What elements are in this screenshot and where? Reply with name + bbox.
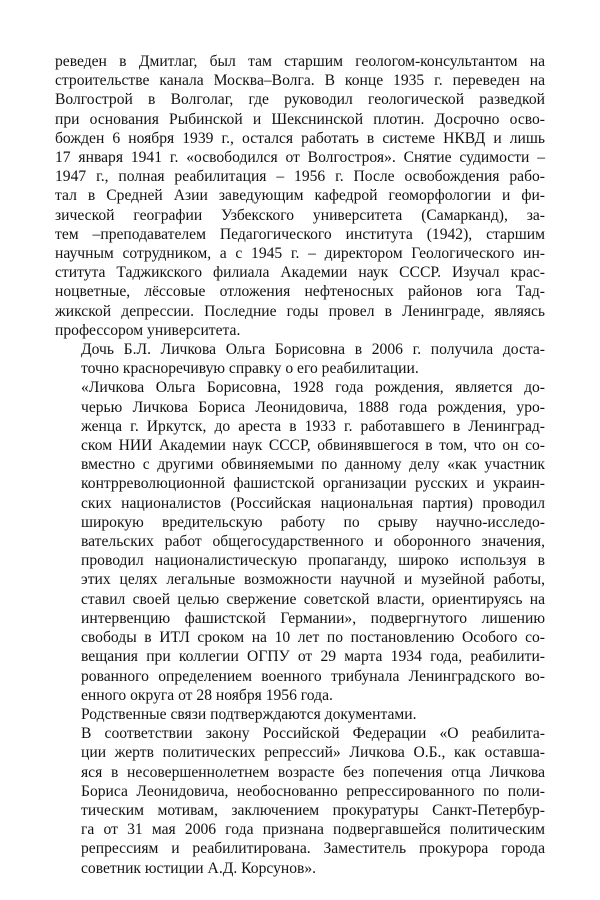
text-line: «Личкова Ольга Борисовна, 1928 года рождения, является до- xyxy=(81,379,545,397)
text-line: рованного определением военного трибунала Ленинградского во- xyxy=(81,667,545,685)
paragraph-1 xyxy=(55,52,545,340)
paragraph-2 xyxy=(55,340,545,378)
text-line: вательских работ общегосударственного и оборонного значения, xyxy=(81,533,545,551)
text-line: ститута Таджикского филиала Академии наук СССР. Изучал крас- xyxy=(55,264,545,282)
text-line: широкую вредительскую работу по срыву научно-исследо- xyxy=(81,513,545,531)
paragraph-5 xyxy=(55,724,545,878)
text-line: тал в Средней Азии заведующим кафедрой геоморфологии и фи- xyxy=(55,187,545,205)
text-line: жикской депрессии. Последние годы провел в Ленинграде, являясь xyxy=(55,302,545,320)
text-line: В соответствии закону Российской Федерации «О реабилита- xyxy=(81,725,545,743)
text-line: Бориса Леонидовича, необоснованно репрессированного по поли- xyxy=(81,782,545,800)
text-line: интервенцию фашистской Германии», подвергнутого лишению xyxy=(81,609,545,627)
text-line: ноцветные, лёссовые отложения нефтеносных районов юга Тад- xyxy=(55,283,545,301)
text-line: свободы в ИТЛ сроком на 10 лет по постановлению Особого со- xyxy=(81,629,545,647)
text-line: Родственные связи подтверждаются документами. xyxy=(81,705,417,723)
text-line: черью Личкова Бориса Леонидовича, 1888 года рождения, уро- xyxy=(81,398,545,416)
text-line: проводил националистическую пропаганду, широко используя в xyxy=(81,552,545,570)
paragraph-3 xyxy=(55,378,545,704)
text-line: ских националистов (Российская национальная партия) проводил xyxy=(81,494,545,512)
paragraph-4 xyxy=(55,705,545,724)
text-line: енного округа от 28 ноября 1956 года. xyxy=(81,686,333,704)
text-line: при основания Рыбинской и Шекснинской плотин. Досрочно осво- xyxy=(55,110,545,128)
text-line: контрреволюционной фашистской организации русских и украин- xyxy=(81,475,545,493)
text-line: ском НИИ Академии наук СССР, обвинявшегося в том, что он со- xyxy=(81,437,545,455)
text-line: вещания при коллегии ОГПУ от 29 марта 1934 года, реабилити- xyxy=(81,648,545,666)
text-line: точно красноречивую справку о его реабилитации. xyxy=(81,360,419,378)
text-line: научным сотрудником, а с 1945 г. – директором Геологического ин- xyxy=(55,245,545,263)
text-line: женца г. Иркутск, до ареста в 1933 г. работавшего в Ленинград- xyxy=(81,417,545,435)
text-line: Волгострой в Волголаг, где руководил геологической разведкой xyxy=(55,91,545,109)
text-line: советник юстиции А.Д. Корсунов». xyxy=(81,859,317,877)
text-line: божден 6 ноября 1939 г., остался работать в системе НКВД и лишь xyxy=(55,129,545,147)
text-line: 1947 г., полная реабилитация – 1956 г. После освобождения рабо- xyxy=(55,168,545,186)
text-line: профессором университета. xyxy=(55,321,241,339)
text-line: ставил своей целью свержение советской власти, ориентируясь на xyxy=(81,590,545,608)
text-line: реведен в Дмитлаг, был там старшим геологом-консультантом на xyxy=(55,53,545,70)
text-line: вместно с другими обвиняемыми по данному делу «как участник xyxy=(81,456,545,474)
text-line: ции жертв политических репрессий» Личкова О.Б., как оставша- xyxy=(81,744,545,762)
document-page xyxy=(55,52,545,878)
text-line: 17 января 1941 г. «освободился от Волгостроя». Снятие судимости – xyxy=(55,149,545,167)
text-line: тем –преподавателем Педагогического института (1942), старшим xyxy=(55,225,545,243)
text-line: строительстве канала Москва–Волга. В конце 1935 г. переведен на xyxy=(55,72,545,90)
text-line: тическим мотивам, заключением прокуратуры Санкт-Петербур- xyxy=(81,801,545,819)
text-line: репрессиям и реабилитирована. Заместитель прокурора города xyxy=(81,840,545,858)
text-line: га от 31 мая 2006 года признана подвергавшейся политическим xyxy=(81,821,545,839)
text-line: Дочь Б.Л. Личкова Ольга Борисовна в 2006 г. получила доста- xyxy=(81,341,545,359)
text-line: яся в несовершеннолетнем возрасте без попечения отца Личкова xyxy=(81,763,545,781)
text-line: этих целях легальные возможности научной и музейной работы, xyxy=(81,571,545,589)
text-line: зической географии Узбекского университета (Самарканд), за- xyxy=(55,206,545,224)
